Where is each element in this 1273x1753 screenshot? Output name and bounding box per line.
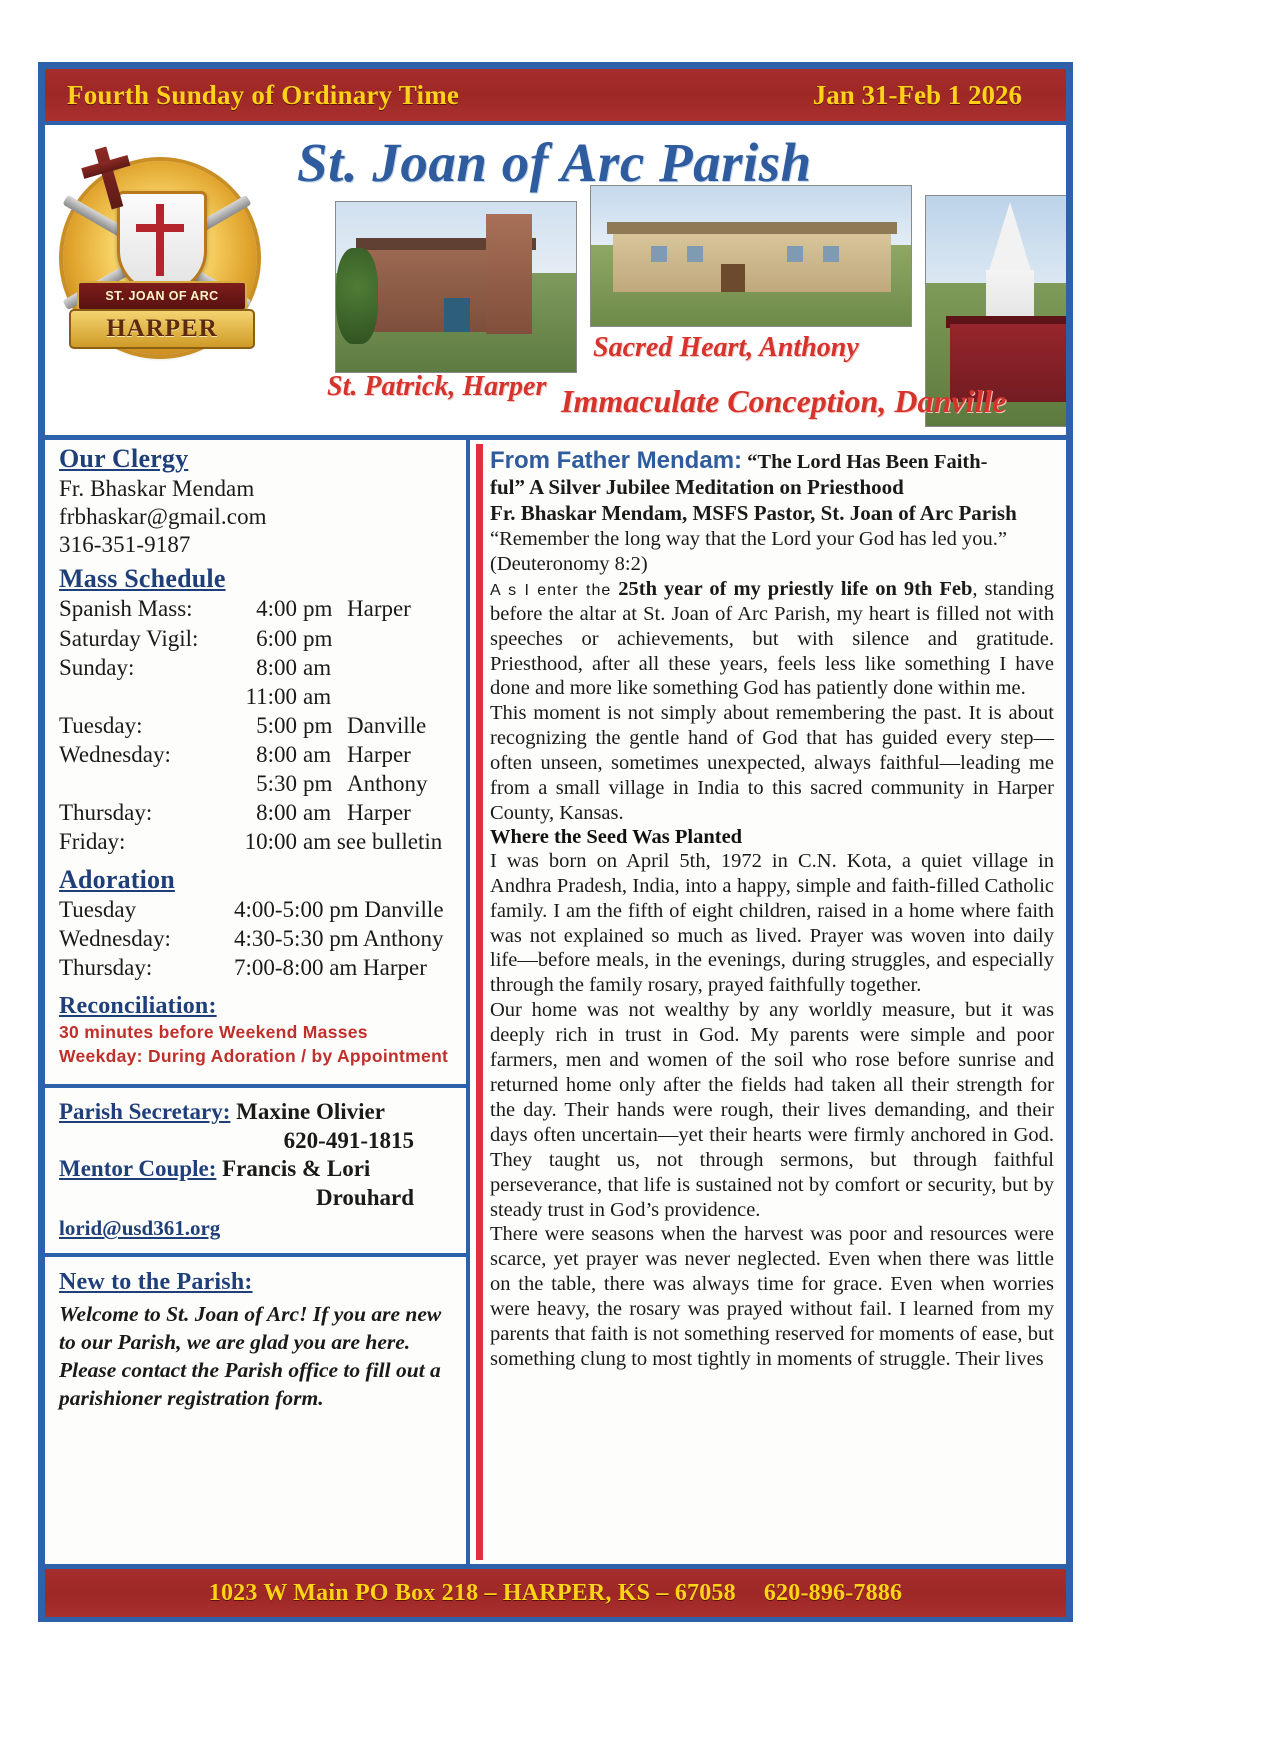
photo-tree <box>336 248 378 344</box>
mass-day: Friday: <box>59 828 126 854</box>
new-to-parish-text: Welcome to St. Joan of Arc! If you are new to our Parish, we are glad you are here. Please contact the Parish office to fill out a parishioner registration form. <box>59 1302 442 1411</box>
staff-section <box>45 1084 466 1253</box>
reconciliation-heading: Reconciliation: <box>59 993 217 1020</box>
mass-time: 8:00 <box>256 741 297 767</box>
footer-banner <box>45 1564 1066 1617</box>
clergy-heading: Our Clergy <box>59 444 189 473</box>
photo-roof <box>607 222 897 234</box>
adoration-detail: 4:00-5:00 pm Danville <box>234 896 444 922</box>
mass-location: Harper <box>347 741 411 767</box>
mass-schedule-section <box>45 564 466 862</box>
photo-window <box>687 246 703 262</box>
clergy-email[interactable]: frbhaskar@gmail.com <box>59 503 267 529</box>
mass-meridiem: pm <box>303 770 333 796</box>
crest-band-top: ST. JOAN OF ARC <box>77 281 247 311</box>
table-row <box>59 625 456 654</box>
article-lead-small: A s I enter the <box>490 581 612 599</box>
mentor-couple-label: Mentor Couple: <box>59 1156 217 1182</box>
article-paragraph-3: I was born on April 5th, 1972 in C.N. Kota, a quiet village in Andhra Pradesh, India, into a happy, simple and faith-filled Catholic family. I am the fifth of eight children, raised in a home where faith was not explained so much as lived. Prayer was woven into daily life—before meals, in the evenings, during struggles, and especially through the family rosary, prayed faithfully together. <box>490 849 1054 997</box>
article-title-part2: ful” A Silver Jubilee Meditation on Priesthood <box>490 475 904 500</box>
adoration-day: Thursday: <box>59 955 153 980</box>
photo-window <box>651 246 667 262</box>
mass-meridiem: am <box>303 683 332 709</box>
table-row <box>59 770 456 799</box>
photo-sacred-heart-anthony <box>590 185 912 327</box>
mass-day: Tuesday: <box>59 712 143 738</box>
mass-schedule-heading: Mass Schedule <box>59 564 226 594</box>
clergy-name: Fr. Bhaskar Mendam <box>59 476 255 501</box>
shield-icon <box>117 191 207 293</box>
adoration-day: Tuesday <box>59 896 137 922</box>
article-lead-bold: 25th year of my priestly life on 9th Feb <box>618 577 973 600</box>
mass-day: Sunday: <box>59 654 135 680</box>
mass-day: Saturday Vigil: <box>59 625 199 651</box>
adoration-body <box>59 896 456 983</box>
photo-spire <box>988 202 1032 274</box>
photo-st-patrick-harper <box>335 201 577 373</box>
table-row <box>59 595 456 624</box>
mass-time: 8:00 <box>256 654 297 680</box>
table-row <box>59 896 456 925</box>
mentor-couple-name-line2: Drouhard <box>316 1184 414 1210</box>
new-to-parish-section <box>45 1253 466 1419</box>
mass-schedule-table <box>59 595 456 856</box>
adoration-table <box>59 896 456 983</box>
parish-secretary-name: Maxine Olivier <box>236 1099 385 1125</box>
caption-sacred-heart: Sacred Heart, Anthony <box>593 332 859 363</box>
article-scripture: “Remember the long way that the Lord your God has led you.” <box>490 527 1007 550</box>
masthead <box>45 125 1066 440</box>
article-lead-paragraph <box>490 577 1054 702</box>
mass-meridiem: am <box>303 741 332 767</box>
adoration-heading: Adoration <box>59 864 175 894</box>
article-byline-line <box>490 501 1054 527</box>
reconciliation-line-1: 30 minutes before Weekend Masses <box>59 1022 368 1043</box>
caption-immaculate-conception: Immaculate Conception, Danville <box>561 383 1007 419</box>
mass-time: 5:00 <box>256 712 297 738</box>
mass-day: Thursday: <box>59 799 153 825</box>
mass-time: 5:30 <box>256 770 297 796</box>
right-column <box>470 440 1066 1564</box>
mass-time: 4:00 <box>256 596 297 622</box>
mass-day: Wednesday: <box>59 741 171 767</box>
clergy-section <box>45 440 466 564</box>
new-to-parish-heading: New to the Parish: <box>59 1269 253 1296</box>
table-row <box>59 925 456 954</box>
table-row <box>59 654 456 683</box>
mass-time: 6:00 <box>256 625 297 651</box>
mass-day: Spanish Mass: <box>59 596 193 622</box>
article-title-line2 <box>490 475 1054 501</box>
liturgical-day-label: Fourth Sunday of Ordinary Time <box>67 79 460 110</box>
article-title-part1: “The Lord Has Been Faith- <box>747 451 988 473</box>
article-paragraph-5: There were seasons when the harvest was poor and resources were scarce, yet prayer was never neglected. Even when there was little on the table, there was always time for grace. Even when worries were heavy, the rosary was prayed without fail. I learned from my parents that faith is not something reserved for moments of ease, but something clung to most tightly in moments of struggle. Their lives <box>490 1223 1054 1370</box>
article-from-label: From Father Mendam: <box>490 447 743 474</box>
mass-location <box>347 654 456 683</box>
adoration-day: Wednesday: <box>59 925 171 951</box>
adoration-section <box>45 863 466 989</box>
caption-st-patrick: St. Patrick, Harper <box>327 371 547 402</box>
mass-location: Harper <box>347 799 411 825</box>
mass-time: 8:00 <box>256 799 297 825</box>
mass-location: Danville <box>347 712 427 738</box>
adoration-detail: 4:30-5:30 pm Anthony <box>234 925 444 951</box>
mentor-couple-name: Francis & Lori <box>222 1156 371 1182</box>
adoration-detail: 7:00-8:00 am Harper <box>234 955 427 980</box>
mass-day <box>59 770 219 799</box>
left-column <box>45 440 470 1564</box>
table-row <box>59 799 456 828</box>
parish-title: St. Joan of Arc Parish <box>297 132 812 193</box>
footer-phone[interactable]: 620-896-7886 <box>763 1579 903 1606</box>
table-row <box>59 741 456 770</box>
parish-secretary-row <box>59 1098 456 1127</box>
mass-meridiem: am see bulletin <box>303 828 443 854</box>
photo-door <box>444 298 470 332</box>
mass-meridiem: pm <box>303 625 333 651</box>
article-lead-rest: , standing before the altar at St. Joan of Arc Parish, my heart is filled not with speeches or achievements, but with silence and gratitude. Priesthood, after all these years, feels less like something I have done and more like something God has patiently done within me. <box>490 577 1054 700</box>
photo-tower <box>486 214 532 334</box>
mass-location: Anthony <box>347 770 428 796</box>
article-byline: Fr. Bhaskar Mendam, MSFS Pastor, St. Joan of Arc Parish <box>490 501 1017 526</box>
content-columns <box>45 440 1066 1564</box>
mentor-couple-email[interactable]: lorid@usd361.org <box>59 1216 221 1241</box>
mass-schedule-body <box>59 595 456 856</box>
st-joan-of-arc-crest-logo <box>55 143 265 373</box>
article-paragraph-2: This moment is not simply about remembering the past. It is about recognizing the gentle hand of God that has guided every step—often unseen, sometimes unexpected, always faithful—leading me from a small village in India to this sacred community in Harper County, Kansas. <box>490 702 1054 824</box>
mass-meridiem: am <box>303 654 332 680</box>
mass-time: 10:00 <box>244 828 297 854</box>
table-row <box>59 954 456 983</box>
reconciliation-line-2: Weekday: During Adoration / by Appointment <box>59 1045 449 1066</box>
top-banner <box>45 69 1066 125</box>
bulletin-date-label: Jan 31-Feb 1 2026 <box>812 79 1022 110</box>
article-title-block <box>490 446 1054 475</box>
mass-location: Harper <box>347 596 411 622</box>
reconciliation-section <box>45 989 466 1084</box>
mentor-couple-row <box>59 1155 456 1184</box>
photo-door <box>721 264 745 292</box>
clergy-phone[interactable]: 316-351-9187 <box>59 531 191 557</box>
table-row <box>59 712 456 741</box>
bulletin-page <box>38 62 1073 1622</box>
table-row <box>59 828 456 857</box>
article-paragraph-4: Our home was not wealthy by any worldly measure, but it was deeply rich in trust in God. My parents were simple and poor farmers, men and women of the soil who rose before sunrise and returned home only after the fields had taken all their strength for the day. Their hands were rough, their lives demanding, and their days often uncertain—yet their hearts were firmly anchored in God. They taught us, not through sermons, but through faithful perseverance, that life is sustained not by comfort or security, but by steady trust in God’s providence. <box>490 999 1054 1221</box>
photo-window <box>787 246 803 262</box>
parish-secretary-label: Parish Secretary: <box>59 1099 231 1125</box>
mass-meridiem: pm <box>303 596 333 622</box>
mass-time: 11:00 <box>245 683 297 709</box>
mass-meridiem: am <box>303 799 332 825</box>
mass-location <box>347 625 456 654</box>
footer-address: 1023 W Main PO Box 218 – HARPER, KS – 67058 <box>208 1579 736 1606</box>
article-subheading: Where the Seed Was Planted <box>490 825 743 848</box>
table-row <box>59 683 456 712</box>
mass-day <box>59 683 219 712</box>
crest-band-bottom: HARPER <box>69 309 255 349</box>
parish-secretary-phone[interactable]: 620-491-1815 <box>283 1127 414 1153</box>
mass-location <box>347 683 456 712</box>
photo-window <box>823 246 839 262</box>
mass-meridiem: pm <box>303 712 333 738</box>
article-scripture-ref: (Deuteronomy 8:2) <box>490 552 648 575</box>
